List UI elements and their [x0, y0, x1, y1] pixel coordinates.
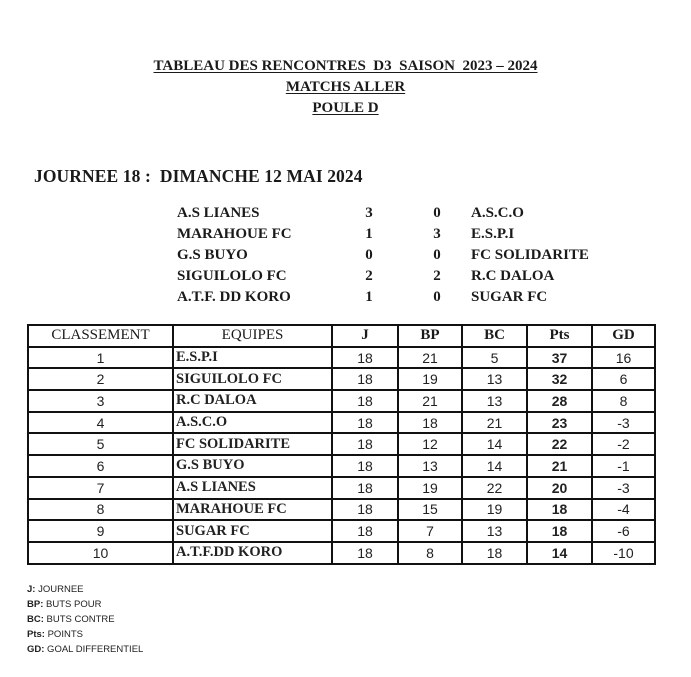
legend-text: POINTS — [44, 629, 83, 640]
goals-against-cell: 14 — [462, 455, 527, 477]
goal-diff-cell: 6 — [592, 368, 655, 390]
points-cell: 21 — [527, 455, 592, 477]
team-cell: FC SOLIDARITE — [173, 433, 332, 455]
points-cell: 23 — [527, 412, 592, 434]
goals-against-cell: 22 — [462, 477, 527, 499]
home-score: 1 — [365, 289, 373, 305]
table-row — [28, 390, 655, 412]
away-team: E.S.P.I — [471, 226, 515, 242]
match-result — [0, 289, 691, 310]
away-team: A.S.C.O — [471, 205, 524, 221]
goals-against-cell: 18 — [462, 542, 527, 564]
document-title — [0, 58, 691, 75]
goal-diff-cell: -3 — [592, 412, 655, 434]
goals-for-cell: 19 — [398, 368, 462, 390]
team-cell: MARAHOUE FC — [173, 499, 332, 521]
goals-for-cell: 19 — [398, 477, 462, 499]
table-row — [28, 433, 655, 455]
points-cell: 18 — [527, 520, 592, 542]
legend-key: Pts: — [27, 629, 45, 640]
played-cell: 18 — [332, 347, 398, 369]
legend-text: JOURNEE — [35, 584, 84, 595]
rank-cell: 10 — [28, 542, 173, 564]
away-team: FC SOLIDARITE — [471, 247, 589, 263]
rank-cell: 8 — [28, 499, 173, 521]
goals-for-cell: 15 — [398, 499, 462, 521]
points-cell: 32 — [527, 368, 592, 390]
goal-diff-cell: -6 — [592, 520, 655, 542]
legend-item — [27, 612, 143, 627]
abbreviation-legend — [27, 582, 143, 657]
legend-key: J: — [27, 584, 36, 595]
home-score: 2 — [365, 268, 373, 284]
goals-against-cell: 13 — [462, 390, 527, 412]
goals-for-cell: 12 — [398, 433, 462, 455]
legend-text: BUTS CONTRE — [43, 614, 115, 625]
points-cell: 14 — [527, 542, 592, 564]
team-cell: A.T.F.DD KORO — [173, 542, 332, 564]
table-row — [28, 412, 655, 434]
team-cell: E.S.P.I — [173, 347, 332, 369]
table-row — [28, 455, 655, 477]
goal-diff-cell: -3 — [592, 477, 655, 499]
col-header-j: J — [332, 325, 398, 347]
goals-for-cell: 21 — [398, 347, 462, 369]
legend-item — [27, 642, 143, 657]
home-team: A.S LIANES — [177, 205, 260, 221]
away-score: 0 — [433, 289, 441, 305]
goals-against-cell: 5 — [462, 347, 527, 369]
home-score: 3 — [365, 205, 373, 221]
rank-cell: 9 — [28, 520, 173, 542]
away-score: 3 — [433, 226, 441, 242]
table-row — [28, 542, 655, 564]
goal-diff-cell: -10 — [592, 542, 655, 564]
team-cell: G.S BUYO — [173, 455, 332, 477]
document-subtitle-text: MATCHS ALLER — [285, 79, 406, 95]
played-cell: 18 — [332, 455, 398, 477]
col-header-bc: BC — [462, 325, 527, 347]
standings-header-row — [28, 325, 655, 347]
legend-item — [27, 597, 143, 612]
rank-cell: 5 — [28, 433, 173, 455]
team-cell: SUGAR FC — [173, 520, 332, 542]
goals-against-cell: 13 — [462, 368, 527, 390]
team-cell: R.C DALOA — [173, 390, 332, 412]
goals-for-cell: 8 — [398, 542, 462, 564]
legend-text: GOAL DIFFERENTIEL — [44, 644, 144, 655]
goal-diff-cell: -4 — [592, 499, 655, 521]
col-header-classement: CLASSEMENT — [28, 325, 173, 347]
rank-cell: 3 — [28, 390, 173, 412]
goals-against-cell: 13 — [462, 520, 527, 542]
away-team: SUGAR FC — [471, 289, 548, 305]
goals-against-cell: 19 — [462, 499, 527, 521]
points-cell: 28 — [527, 390, 592, 412]
away-score: 2 — [433, 268, 441, 284]
away-score: 0 — [433, 247, 441, 263]
played-cell: 18 — [332, 477, 398, 499]
table-row — [28, 499, 655, 521]
document-subtitle — [0, 79, 691, 96]
table-row — [28, 347, 655, 369]
match-result — [0, 226, 691, 247]
rank-cell: 1 — [28, 347, 173, 369]
played-cell: 18 — [332, 368, 398, 390]
points-cell: 20 — [527, 477, 592, 499]
standings-body — [28, 347, 655, 564]
away-team: R.C DALOA — [471, 268, 555, 284]
home-team: G.S BUYO — [177, 247, 248, 263]
match-result — [0, 268, 691, 289]
rank-cell: 4 — [28, 412, 173, 434]
goals-for-cell: 7 — [398, 520, 462, 542]
team-cell: A.S.C.O — [173, 412, 332, 434]
away-score: 0 — [433, 205, 441, 221]
goal-diff-cell: 16 — [592, 347, 655, 369]
rank-cell: 6 — [28, 455, 173, 477]
team-cell: SIGUILOLO FC — [173, 368, 332, 390]
col-header-pts: Pts — [527, 325, 592, 347]
legend-text: BUTS POUR — [43, 599, 102, 610]
home-team: SIGUILOLO FC — [177, 268, 287, 284]
played-cell: 18 — [332, 412, 398, 434]
played-cell: 18 — [332, 499, 398, 521]
goals-for-cell: 13 — [398, 455, 462, 477]
matchday-heading: JOURNEE 18 : DIMANCHE 12 MAI 2024 — [34, 166, 363, 186]
home-team: MARAHOUE FC — [177, 226, 292, 242]
points-cell: 37 — [527, 347, 592, 369]
goals-for-cell: 21 — [398, 390, 462, 412]
goal-diff-cell: -1 — [592, 455, 655, 477]
home-score: 1 — [365, 226, 373, 242]
group-title-text: POULE D — [312, 100, 379, 116]
col-header-bp: BP — [398, 325, 462, 347]
played-cell: 18 — [332, 542, 398, 564]
col-header-gd: GD — [592, 325, 655, 347]
legend-item — [27, 627, 143, 642]
table-row — [28, 520, 655, 542]
home-score: 0 — [365, 247, 373, 263]
group-title — [0, 100, 691, 117]
standings-table — [27, 324, 656, 565]
goal-diff-cell: 8 — [592, 390, 655, 412]
home-team: A.T.F. DD KORO — [177, 289, 291, 305]
played-cell: 18 — [332, 433, 398, 455]
table-row — [28, 477, 655, 499]
legend-key: GD: — [27, 644, 45, 655]
document-title-text: TABLEAU DES RENCONTRES D3 SAISON 2023 – 2024 — [153, 58, 538, 74]
legend-key: BP: — [27, 599, 44, 610]
match-result — [0, 247, 691, 268]
rank-cell: 7 — [28, 477, 173, 499]
played-cell: 18 — [332, 520, 398, 542]
points-cell: 18 — [527, 499, 592, 521]
col-header-equipes: EQUIPES — [173, 325, 332, 347]
team-cell: A.S LIANES — [173, 477, 332, 499]
legend-key: BC: — [27, 614, 44, 625]
played-cell: 18 — [332, 390, 398, 412]
goals-against-cell: 14 — [462, 433, 527, 455]
table-row — [28, 368, 655, 390]
rank-cell: 2 — [28, 368, 173, 390]
goals-for-cell: 18 — [398, 412, 462, 434]
legend-item — [27, 582, 143, 597]
points-cell: 22 — [527, 433, 592, 455]
match-result — [0, 205, 691, 226]
goals-against-cell: 21 — [462, 412, 527, 434]
goal-diff-cell: -2 — [592, 433, 655, 455]
